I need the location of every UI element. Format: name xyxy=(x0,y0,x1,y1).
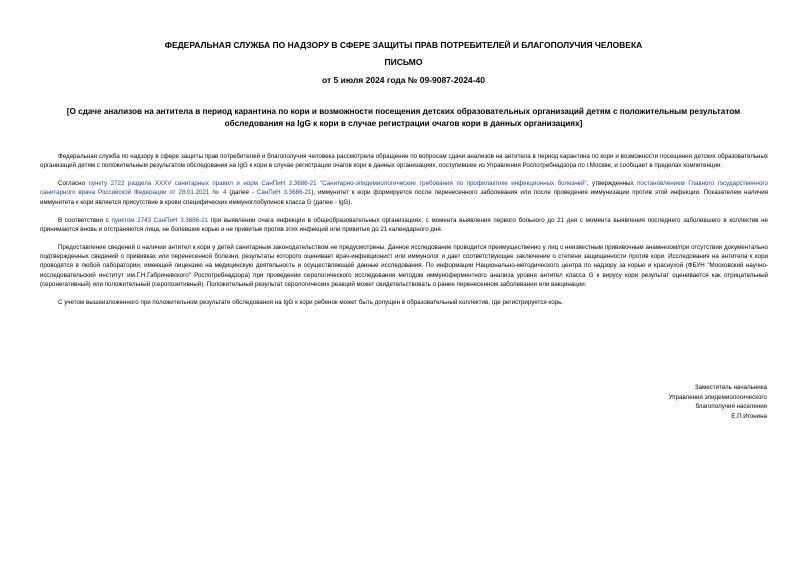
paragraph-2-text-c: (далее - xyxy=(226,189,257,197)
paragraph-3-text-a: В соответствии с xyxy=(58,216,112,224)
sanpin-clause-2743-link[interactable]: пунктом 2743 СанПиН 3.3686-21 xyxy=(111,216,209,224)
document-subject: [О сдаче анализов на антитела в период карантина по кори и возможности посещения детских образовательных организаций детям с положительным результатом обследования на IgG к кори в случае регистрации очагов кори в данных организациях] xyxy=(66,107,741,128)
sanpin-clause-2722-link[interactable]: пункту 2722 раздела XXXV санитарных правил и норм СанПиН 3.3686-21 "Санитарно-эпидемиологические требования по профилактике инфекционных болезней" xyxy=(88,180,587,188)
paragraph-3 xyxy=(40,216,768,234)
paragraph-4: Предоставление сведений о наличии антител к кори у детей санитарным законодательством не предусмотрены. Данное исследование проводится преимущественно у лиц с неизвестным прививочным анамнезом/при отсутствии документально подтвержденных сведений о прививках или перенесенной болезни, результаты которого оценивает врач-инфекционист или иммунолог и дает соответствующее заключение о степени защищенности против кори. Исследования на антитела к кори проводятся в любой лаборатории, имеющей лицензию на медицинскую деятельность и осуществляющей данные исследования. По информации Национально-методического центра по надзору за корью и краснухой (ФБУН "Московский научно-исследовательский институт им.Г.Н.Габричевского" Роспотребнадзора) при проведении серологического исследования методом иммуноферментного анализа уровня антител класса G к вирусу кори результат оценивается как отрицательный (серонегативный) или положительный (серопозитивный). Положительный результат серологических реакций может свидетельствовать о ранее перенесенном заболевании или вакцинации. xyxy=(40,244,768,288)
signature-position-line-1: Заместитель начальника xyxy=(694,384,767,391)
document-date-number: от 5 июля 2024 года № 09-9087-2024-40 xyxy=(322,75,485,85)
agency-title: ФЕДЕРАЛЬНАЯ СЛУЖБА ПО НАДЗОРУ В СФЕРЕ ЗАЩИТЫ ПРАВ ПОТРЕБИТЕЛЕЙ И БЛАГОПОЛУЧИЯ ЧЕЛОВЕКА xyxy=(164,40,643,50)
paragraph-2-text-a: Согласно xyxy=(58,180,89,188)
paragraph-5: С учетом вышеизложенного при положительном результате обследования на IgG к кори ребенок может быть допущен в образовательный коллектив, где регистрируется корь. xyxy=(58,298,564,306)
signature-position-line-3: благополучия населения xyxy=(695,403,767,411)
sanpin-link[interactable]: СанПиН 3.3686-21 xyxy=(256,189,312,197)
paragraph-1: Федеральная служба по надзору в сфере защиты прав потребителей и благополучия человека рассмотрела обращение по вопросам сдачи анализов на антитела в период карантина по кори и возможности посещения детских образовательных организаций детям с положительным результатом обследования на IgG к кори в случае регистрации очагов кори в данных организациях, поступившее из Управления Роспотребнадзора по г.Москве, и сообщает в пределах компетенции. xyxy=(40,153,768,170)
paragraph-2 xyxy=(40,179,768,206)
signatory-name: Е.П.Игонина xyxy=(731,412,767,420)
signature-block xyxy=(669,383,767,421)
resolution-link[interactable]: постановлением Главного государственного санитарного врача Российской Федерации от 28.01.2021 № 4 xyxy=(40,180,768,197)
signature-position-line-2: Управления эпидемиологического xyxy=(668,393,767,401)
document-type: ПИСЬМО xyxy=(384,57,423,67)
paragraph-3-text-b: при выявлении очага инфекции в общеобразовательных организациях, с момента выявления первого больного до 21 дня с момента выявления последнего заболевшего в коллектив не принимаются вновь и отстраняются лица, не болевшие корью и не привитые против этих инфекций или привитые до 21 календарного дня. xyxy=(40,216,768,233)
paragraph-2-text-d: ), иммунитет к кори формируется после перенесенного заболевания или после проведения иммунизации против этой инфекции. Показателем наличия иммунитета к кори является присутствие в крови специфических иммуноглобулинов класса G (далее - IgG). xyxy=(40,189,768,206)
paragraph-2-text-b: , утвержденных xyxy=(586,180,638,188)
document-body xyxy=(40,152,768,316)
